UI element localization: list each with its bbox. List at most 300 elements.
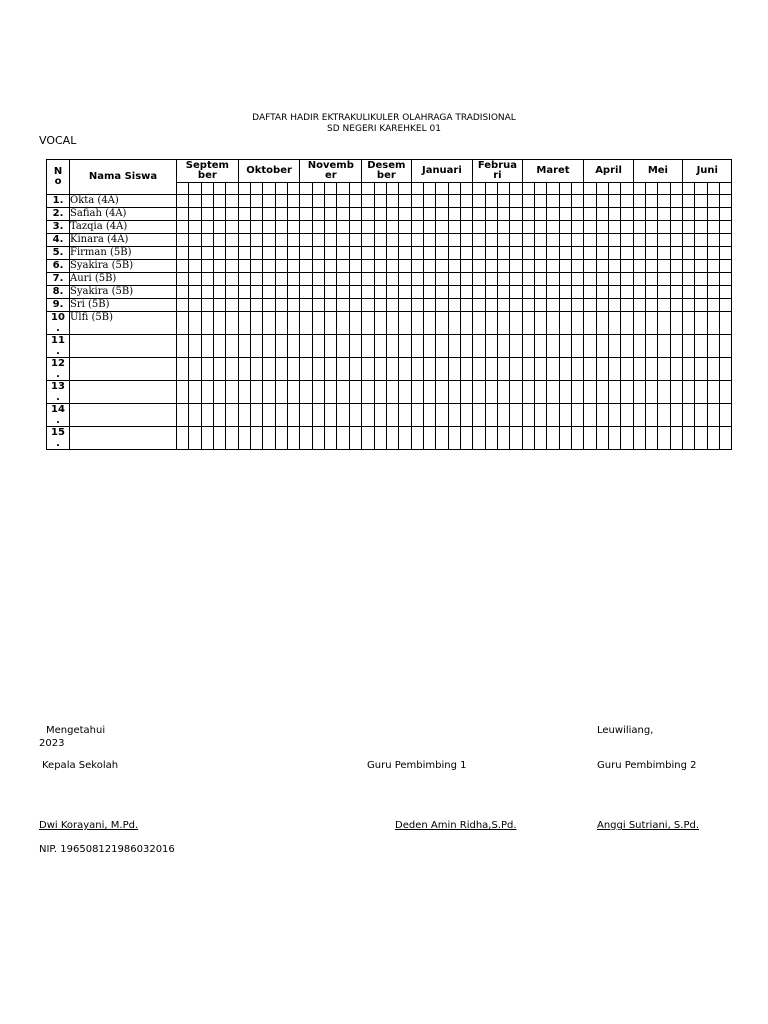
- attendance-cell: [275, 404, 287, 427]
- attendance-cell: [411, 427, 423, 450]
- student-name: Auri (5B): [70, 273, 177, 286]
- attendance-cell: [362, 427, 374, 450]
- attendance-cell: [275, 427, 287, 450]
- place-label: Leuwiliang,: [597, 725, 654, 736]
- row-number: 11 .: [47, 335, 70, 358]
- row-number: 1.: [47, 195, 70, 208]
- attendance-cell: [177, 299, 189, 312]
- attendance-cell: [559, 404, 571, 427]
- attendance-cell: [300, 273, 312, 286]
- attendance-cell: [584, 273, 596, 286]
- attendance-cell: [584, 195, 596, 208]
- attendance-cell: [584, 221, 596, 234]
- attendance-cell: [547, 234, 559, 247]
- attendance-cell: [399, 273, 411, 286]
- attendance-cell: [633, 404, 645, 427]
- attendance-cell: [325, 335, 337, 358]
- attendance-cell: [485, 234, 497, 247]
- attendance-cell: [226, 247, 238, 260]
- attendance-cell: [695, 234, 707, 247]
- attendance-cell: [238, 427, 250, 450]
- month-header: Septem ber: [177, 160, 239, 183]
- attendance-cell: [572, 358, 584, 381]
- attendance-cell: [362, 286, 374, 299]
- table-row: [47, 247, 732, 260]
- attendance-cell: [633, 273, 645, 286]
- attendance-cell: [201, 234, 213, 247]
- student-name: [70, 335, 177, 358]
- day-cell: [596, 183, 608, 195]
- attendance-cell: [584, 404, 596, 427]
- attendance-cell: [633, 358, 645, 381]
- attendance-cell: [695, 299, 707, 312]
- attendance-cell: [386, 195, 398, 208]
- attendance-cell: [497, 260, 509, 273]
- attendance-cell: [621, 404, 633, 427]
- attendance-cell: [349, 381, 361, 404]
- attendance-cell: [448, 234, 460, 247]
- nip-headmaster: NIP. 196508121986032016: [39, 844, 175, 855]
- attendance-cell: [485, 286, 497, 299]
- attendance-cell: [547, 221, 559, 234]
- attendance-cell: [251, 312, 263, 335]
- attendance-cell: [214, 208, 226, 221]
- attendance-cell: [288, 312, 300, 335]
- attendance-cell: [547, 381, 559, 404]
- attendance-cell: [436, 358, 448, 381]
- attendance-cell: [720, 208, 732, 221]
- attendance-cell: [312, 221, 324, 234]
- attendance-cell: [534, 286, 546, 299]
- attendance-cell: [275, 247, 287, 260]
- attendance-cell: [337, 273, 349, 286]
- attendance-cell: [510, 273, 522, 286]
- attendance-cell: [263, 358, 275, 381]
- attendance-cell: [337, 312, 349, 335]
- attendance-cell: [522, 221, 534, 234]
- student-name: Kinara (4A): [70, 234, 177, 247]
- attendance-cell: [399, 221, 411, 234]
- attendance-cell: [436, 234, 448, 247]
- attendance-cell: [423, 286, 435, 299]
- attendance-cell: [201, 221, 213, 234]
- attendance-cell: [362, 312, 374, 335]
- attendance-cell: [386, 427, 398, 450]
- day-cell: [646, 183, 658, 195]
- attendance-cell: [633, 299, 645, 312]
- attendance-cell: [177, 247, 189, 260]
- attendance-cell: [374, 381, 386, 404]
- attendance-cell: [238, 247, 250, 260]
- attendance-cell: [312, 208, 324, 221]
- attendance-table: [46, 159, 732, 450]
- row-number: 13 .: [47, 381, 70, 404]
- attendance-cell: [337, 221, 349, 234]
- attendance-cell: [337, 358, 349, 381]
- attendance-cell: [633, 381, 645, 404]
- attendance-cell: [510, 208, 522, 221]
- attendance-cell: [460, 358, 472, 381]
- attendance-cell: [707, 208, 719, 221]
- attendance-cell: [226, 234, 238, 247]
- day-cell: [683, 183, 695, 195]
- attendance-cell: [312, 299, 324, 312]
- attendance-cell: [473, 247, 485, 260]
- attendance-cell: [547, 404, 559, 427]
- attendance-cell: [201, 404, 213, 427]
- attendance-cell: [288, 221, 300, 234]
- attendance-cell: [510, 221, 522, 234]
- attendance-cell: [386, 312, 398, 335]
- attendance-cell: [460, 260, 472, 273]
- attendance-cell: [399, 260, 411, 273]
- attendance-cell: [251, 208, 263, 221]
- student-name: [70, 404, 177, 427]
- attendance-cell: [238, 381, 250, 404]
- attendance-cell: [621, 260, 633, 273]
- attendance-cell: [423, 234, 435, 247]
- attendance-cell: [251, 427, 263, 450]
- attendance-cell: [201, 335, 213, 358]
- attendance-cell: [510, 299, 522, 312]
- attendance-cell: [534, 247, 546, 260]
- attendance-cell: [386, 335, 398, 358]
- attendance-cell: [214, 195, 226, 208]
- attendance-cell: [522, 273, 534, 286]
- mengetahui-label: Mengetahui: [46, 725, 106, 736]
- attendance-cell: [720, 234, 732, 247]
- attendance-cell: [522, 404, 534, 427]
- attendance-cell: [251, 273, 263, 286]
- attendance-cell: [325, 208, 337, 221]
- attendance-cell: [275, 208, 287, 221]
- attendance-cell: [695, 195, 707, 208]
- attendance-cell: [547, 208, 559, 221]
- attendance-cell: [497, 404, 509, 427]
- attendance-cell: [658, 234, 670, 247]
- attendance-cell: [374, 335, 386, 358]
- attendance-cell: [633, 312, 645, 335]
- attendance-cell: [497, 221, 509, 234]
- attendance-cell: [325, 273, 337, 286]
- attendance-cell: [423, 221, 435, 234]
- attendance-cell: [683, 234, 695, 247]
- row-number: 3.: [47, 221, 70, 234]
- day-cell: [411, 183, 423, 195]
- attendance-cell: [670, 234, 682, 247]
- attendance-cell: [670, 381, 682, 404]
- attendance-cell: [547, 299, 559, 312]
- day-cell: [399, 183, 411, 195]
- attendance-cell: [460, 312, 472, 335]
- attendance-cell: [300, 286, 312, 299]
- attendance-cell: [214, 260, 226, 273]
- attendance-cell: [522, 195, 534, 208]
- attendance-cell: [448, 221, 460, 234]
- attendance-cell: [436, 381, 448, 404]
- attendance-cell: [658, 286, 670, 299]
- attendance-cell: [312, 381, 324, 404]
- attendance-cell: [534, 312, 546, 335]
- attendance-cell: [658, 299, 670, 312]
- attendance-cell: [275, 299, 287, 312]
- day-cell: [288, 183, 300, 195]
- attendance-cell: [386, 208, 398, 221]
- attendance-cell: [646, 358, 658, 381]
- attendance-cell: [411, 195, 423, 208]
- attendance-cell: [683, 273, 695, 286]
- student-name: [70, 358, 177, 381]
- attendance-cell: [473, 260, 485, 273]
- attendance-cell: [226, 299, 238, 312]
- day-cell: [189, 183, 201, 195]
- attendance-cell: [226, 195, 238, 208]
- attendance-cell: [325, 381, 337, 404]
- attendance-cell: [177, 312, 189, 335]
- attendance-cell: [572, 234, 584, 247]
- attendance-cell: [609, 358, 621, 381]
- attendance-cell: [423, 381, 435, 404]
- attendance-cell: [559, 234, 571, 247]
- attendance-cell: [226, 273, 238, 286]
- attendance-cell: [559, 312, 571, 335]
- attendance-cell: [349, 404, 361, 427]
- attendance-cell: [547, 260, 559, 273]
- attendance-cell: [214, 427, 226, 450]
- attendance-cell: [251, 299, 263, 312]
- day-cell: [214, 183, 226, 195]
- role-guru-2: Guru Pembimbing 2: [597, 760, 697, 771]
- attendance-cell: [362, 260, 374, 273]
- attendance-cell: [337, 234, 349, 247]
- attendance-cell: [658, 221, 670, 234]
- attendance-cell: [300, 260, 312, 273]
- day-cell: [497, 183, 509, 195]
- attendance-cell: [559, 221, 571, 234]
- day-cell: [325, 183, 337, 195]
- row-number: 7.: [47, 273, 70, 286]
- attendance-cell: [312, 234, 324, 247]
- attendance-cell: [411, 234, 423, 247]
- attendance-cell: [707, 273, 719, 286]
- attendance-cell: [707, 286, 719, 299]
- attendance-cell: [596, 312, 608, 335]
- attendance-cell: [238, 358, 250, 381]
- attendance-cell: [337, 427, 349, 450]
- attendance-cell: [658, 195, 670, 208]
- attendance-cell: [572, 247, 584, 260]
- attendance-cell: [300, 208, 312, 221]
- attendance-cell: [584, 260, 596, 273]
- attendance-cell: [448, 335, 460, 358]
- attendance-cell: [707, 260, 719, 273]
- attendance-cell: [238, 273, 250, 286]
- day-cell: [349, 183, 361, 195]
- attendance-cell: [683, 208, 695, 221]
- student-name: Firman (5B): [70, 247, 177, 260]
- attendance-cell: [460, 247, 472, 260]
- attendance-cell: [263, 247, 275, 260]
- name-guru-1: Deden Amin Ridha,S.Pd.: [395, 820, 517, 831]
- attendance-cell: [312, 247, 324, 260]
- attendance-cell: [300, 335, 312, 358]
- attendance-cell: [633, 427, 645, 450]
- attendance-cell: [399, 312, 411, 335]
- attendance-cell: [275, 286, 287, 299]
- attendance-cell: [288, 260, 300, 273]
- attendance-cell: [497, 286, 509, 299]
- attendance-cell: [510, 312, 522, 335]
- attendance-cell: [670, 208, 682, 221]
- day-cell: [362, 183, 374, 195]
- attendance-cell: [621, 208, 633, 221]
- attendance-cell: [670, 427, 682, 450]
- attendance-cell: [226, 404, 238, 427]
- row-number: 6.: [47, 260, 70, 273]
- attendance-cell: [497, 427, 509, 450]
- attendance-cell: [695, 247, 707, 260]
- attendance-cell: [596, 299, 608, 312]
- attendance-cell: [238, 312, 250, 335]
- attendance-cell: [214, 381, 226, 404]
- day-cell: [633, 183, 645, 195]
- attendance-cell: [251, 286, 263, 299]
- attendance-cell: [386, 247, 398, 260]
- attendance-cell: [337, 247, 349, 260]
- attendance-cell: [362, 335, 374, 358]
- attendance-cell: [522, 247, 534, 260]
- attendance-cell: [460, 299, 472, 312]
- attendance-cell: [658, 358, 670, 381]
- attendance-cell: [251, 381, 263, 404]
- attendance-cell: [300, 234, 312, 247]
- attendance-cell: [522, 427, 534, 450]
- attendance-cell: [362, 358, 374, 381]
- attendance-cell: [300, 312, 312, 335]
- attendance-cell: [399, 381, 411, 404]
- attendance-cell: [683, 358, 695, 381]
- attendance-cell: [683, 260, 695, 273]
- attendance-cell: [312, 260, 324, 273]
- attendance-cell: [572, 404, 584, 427]
- attendance-cell: [386, 381, 398, 404]
- attendance-cell: [251, 335, 263, 358]
- attendance-cell: [609, 312, 621, 335]
- attendance-cell: [473, 358, 485, 381]
- attendance-cell: [720, 404, 732, 427]
- attendance-cell: [497, 195, 509, 208]
- attendance-cell: [436, 299, 448, 312]
- attendance-cell: [473, 221, 485, 234]
- attendance-cell: [349, 247, 361, 260]
- table-row: [47, 221, 732, 234]
- attendance-cell: [300, 381, 312, 404]
- attendance-cell: [325, 299, 337, 312]
- attendance-cell: [374, 427, 386, 450]
- attendance-cell: [399, 299, 411, 312]
- day-cell: [707, 183, 719, 195]
- attendance-cell: [683, 427, 695, 450]
- attendance-cell: [423, 427, 435, 450]
- attendance-cell: [522, 358, 534, 381]
- day-cell: [177, 183, 189, 195]
- attendance-cell: [263, 221, 275, 234]
- attendance-cell: [572, 286, 584, 299]
- attendance-cell: [411, 273, 423, 286]
- attendance-cell: [559, 208, 571, 221]
- student-name: Syakira (5B): [70, 286, 177, 299]
- attendance-cell: [584, 247, 596, 260]
- attendance-cell: [559, 381, 571, 404]
- attendance-cell: [399, 427, 411, 450]
- attendance-cell: [522, 312, 534, 335]
- attendance-cell: [559, 273, 571, 286]
- attendance-cell: [621, 247, 633, 260]
- attendance-cell: [510, 234, 522, 247]
- day-cell: [485, 183, 497, 195]
- attendance-cell: [633, 208, 645, 221]
- attendance-cell: [436, 208, 448, 221]
- attendance-cell: [473, 195, 485, 208]
- attendance-cell: [683, 404, 695, 427]
- attendance-cell: [460, 195, 472, 208]
- day-cell: [201, 183, 213, 195]
- table-row: [47, 260, 732, 273]
- attendance-cell: [436, 286, 448, 299]
- attendance-cell: [251, 260, 263, 273]
- attendance-cell: [448, 208, 460, 221]
- attendance-cell: [522, 381, 534, 404]
- attendance-cell: [399, 286, 411, 299]
- document-title: DAFTAR HADIR EKTRAKULIKULER OLAHRAGA TRADISIONAL: [252, 113, 516, 123]
- attendance-cell: [473, 404, 485, 427]
- attendance-cell: [559, 335, 571, 358]
- attendance-cell: [214, 299, 226, 312]
- attendance-cell: [177, 234, 189, 247]
- attendance-cell: [720, 286, 732, 299]
- day-cell: [510, 183, 522, 195]
- attendance-cell: [312, 286, 324, 299]
- attendance-cell: [720, 221, 732, 234]
- attendance-cell: [572, 381, 584, 404]
- attendance-cell: [189, 312, 201, 335]
- attendance-cell: [374, 404, 386, 427]
- attendance-cell: [325, 260, 337, 273]
- attendance-cell: [646, 273, 658, 286]
- attendance-cell: [349, 234, 361, 247]
- day-cell: [337, 183, 349, 195]
- attendance-cell: [312, 404, 324, 427]
- attendance-cell: [411, 358, 423, 381]
- attendance-cell: [201, 208, 213, 221]
- attendance-cell: [288, 404, 300, 427]
- day-cell: [609, 183, 621, 195]
- table-row: [47, 195, 732, 208]
- attendance-cell: [646, 195, 658, 208]
- attendance-cell: [189, 299, 201, 312]
- attendance-cell: [621, 312, 633, 335]
- attendance-cell: [720, 335, 732, 358]
- attendance-cell: [646, 404, 658, 427]
- attendance-cell: [596, 286, 608, 299]
- attendance-cell: [448, 358, 460, 381]
- day-cell: [312, 183, 324, 195]
- attendance-cell: [658, 273, 670, 286]
- attendance-cell: [720, 381, 732, 404]
- attendance-cell: [572, 273, 584, 286]
- attendance-cell: [534, 335, 546, 358]
- attendance-cell: [510, 404, 522, 427]
